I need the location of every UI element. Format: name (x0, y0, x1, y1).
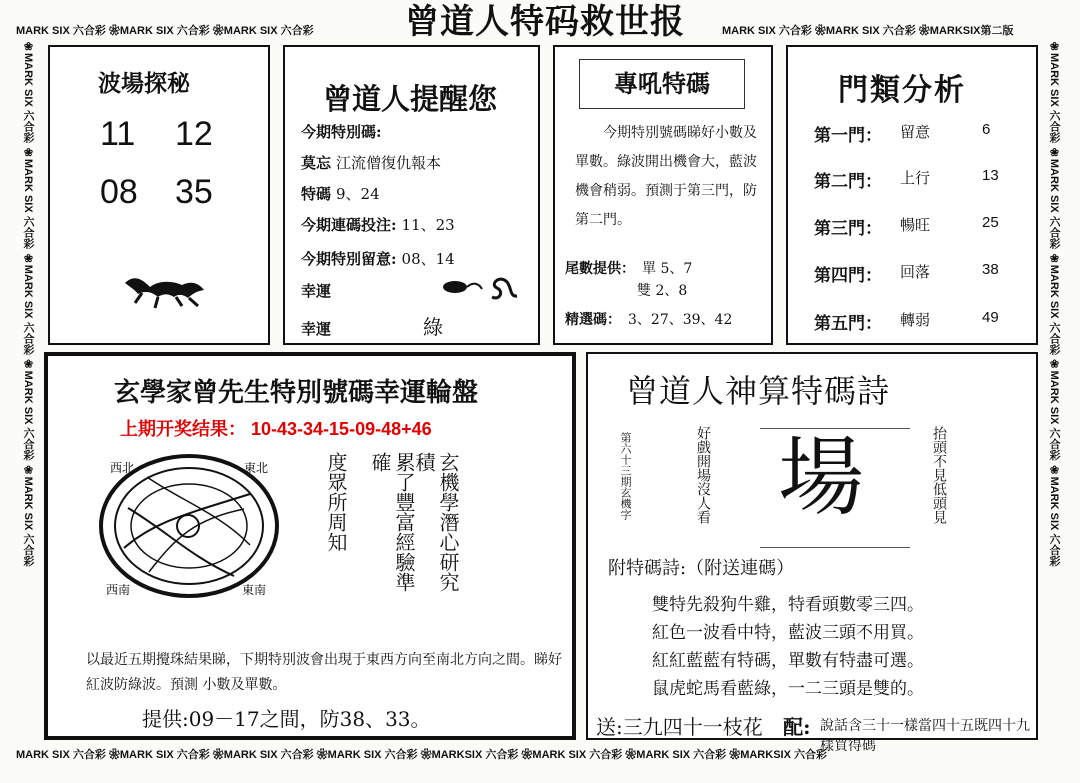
reminder-row: 特碼 9、24 (301, 185, 380, 203)
issue-label: 第六十三期玄機字 (619, 432, 632, 520)
compass-label: 西北 (110, 461, 135, 475)
poem-line: 鼠虎蛇馬看藍綠，一二三頭是雙的。 (652, 679, 924, 699)
snake-icon (488, 273, 520, 301)
tail-single: 尾數提供： 單 5、7 (565, 261, 693, 277)
lucky-wheel-icon (92, 444, 286, 602)
wheel-note: 以最近五期攪珠結果睇，下期特別波會出現于東西方向至南北方向之間。睇好紅波防綠波。預測 小數及單數。 (86, 652, 562, 693)
special-title: 專吼特碼 (579, 59, 745, 109)
verse-line: 玄機學潛心研究積 (412, 452, 460, 592)
bottom-border: MARK SIX 六合彩 ❀MARK SIX 六合彩 ❀MARK SIX 六合彩 ❀MARK SIX 六合彩 ❀MARKSIX 六合彩 ❀MARK SIX 六合彩 ❀MARK SIX 六合彩 ❀MARKSIX 六合彩 (16, 749, 827, 761)
reminder-row: 幸運 綠 (301, 315, 444, 339)
keyword: 場 (778, 428, 864, 528)
send-line: 送:三九四十一枝花 配: (596, 715, 811, 739)
reminder-row: 幸運 (301, 282, 332, 300)
wave-number: 35 (175, 173, 213, 211)
top-border-right: MARK SIX 六合彩 ❀MARK SIX 六合彩 ❀MARKSIX第二版 (722, 25, 1014, 37)
door-row: 第五門： 轉弱 49 (814, 309, 999, 334)
wave-title: 波場探秘 (98, 70, 190, 97)
tail-double: 雙 2、8 (637, 283, 688, 299)
answer-text: 抬頭不見低頭見 (931, 426, 947, 524)
reminder-row: 今期連碼投注: 11、23 (301, 216, 455, 234)
compass-label: 西南 (106, 583, 131, 597)
poem-title: 曾道人神算特碼詩 (626, 372, 891, 410)
wave-panel (48, 45, 270, 345)
top-border-left: MARK SIX 六合彩 ❀MARK SIX 六合彩 ❀MARK SIX 六合彩 (16, 25, 314, 37)
door-row: 第一門： 留意 6 (814, 121, 991, 146)
door-panel (786, 45, 1038, 345)
poem-line: 紅紅藍藍有特碼，單數有特盡可選。 (652, 651, 924, 671)
wave-number: 11 (100, 115, 136, 153)
reminder-row: 莫忘 江流僧復仇報本 (301, 154, 442, 172)
reminder-title: 曾道人提醒您 (323, 82, 498, 116)
reminder-row: 今期特別留意: 08、14 (301, 250, 455, 268)
pair-note: 說話含三十一樣當四十五既四十九樣買得碼 (820, 717, 1030, 753)
rat-icon (439, 277, 483, 297)
wheel-title: 玄學家曾先生特別號碼幸運輪盤 (114, 378, 479, 408)
compass-label: 東北 (244, 461, 269, 475)
door-row: 第二門： 上行 13 (814, 167, 999, 192)
horse-icon (120, 263, 210, 311)
verse-line: 度眾所周知 (324, 452, 348, 552)
left-border: ❀MARK SIX 六合彩 ❀MARK SIX 六合彩 ❀MARK SIX 六合彩 ❀MARK SIX 六合彩 ❀MARK SIX 六合彩 (22, 40, 34, 567)
compass-label: 東南 (242, 583, 267, 597)
wheel-panel (44, 352, 576, 740)
verse-line: 累了豐富經驗準確 (368, 452, 416, 592)
provide-line: 提供:09－17之間，防38、33。 (142, 707, 431, 731)
wave-number: 12 (175, 115, 213, 153)
poem-line: 紅色一波看中特，藍波三頭不用買。 (652, 623, 924, 643)
hint-text: 好戲開場沒人看 (695, 426, 711, 524)
door-row: 第四門： 回落 38 (814, 261, 999, 286)
wave-number: 08 (100, 173, 138, 211)
reminder-row: 今期特別碼: (301, 123, 382, 141)
masthead-title: 曾道人特码救世报 (405, 2, 685, 42)
poem-subtitle: 附特碼詩:（附送連碼） (608, 558, 795, 579)
right-border: ❀MARK SIX 六合彩 ❀MARK SIX 六合彩 ❀MARK SIX 六合彩 ❀MARK SIX 六合彩 ❀MARK SIX 六合彩 (1048, 40, 1060, 567)
picks: 精選碼： 3、27、39、42 (565, 312, 733, 328)
special-body: 今期特別號碼睇好小數及單數。綠波開出機會大，藍波機會稍弱。預測于第三門，防第二門。 (575, 125, 757, 228)
poem-panel (586, 352, 1038, 753)
poem-line: 雙特先殺狗牛雞，特看頭數零三四。 (652, 595, 924, 615)
door-row: 第三門： 暢旺 25 (814, 214, 999, 239)
last-draw-result: 上期开奖结果： 10-43-34-15-09-48+46 (120, 419, 432, 439)
reminder-panel (283, 45, 540, 345)
door-title: 門類分析 (838, 73, 966, 108)
special-panel (553, 45, 773, 345)
